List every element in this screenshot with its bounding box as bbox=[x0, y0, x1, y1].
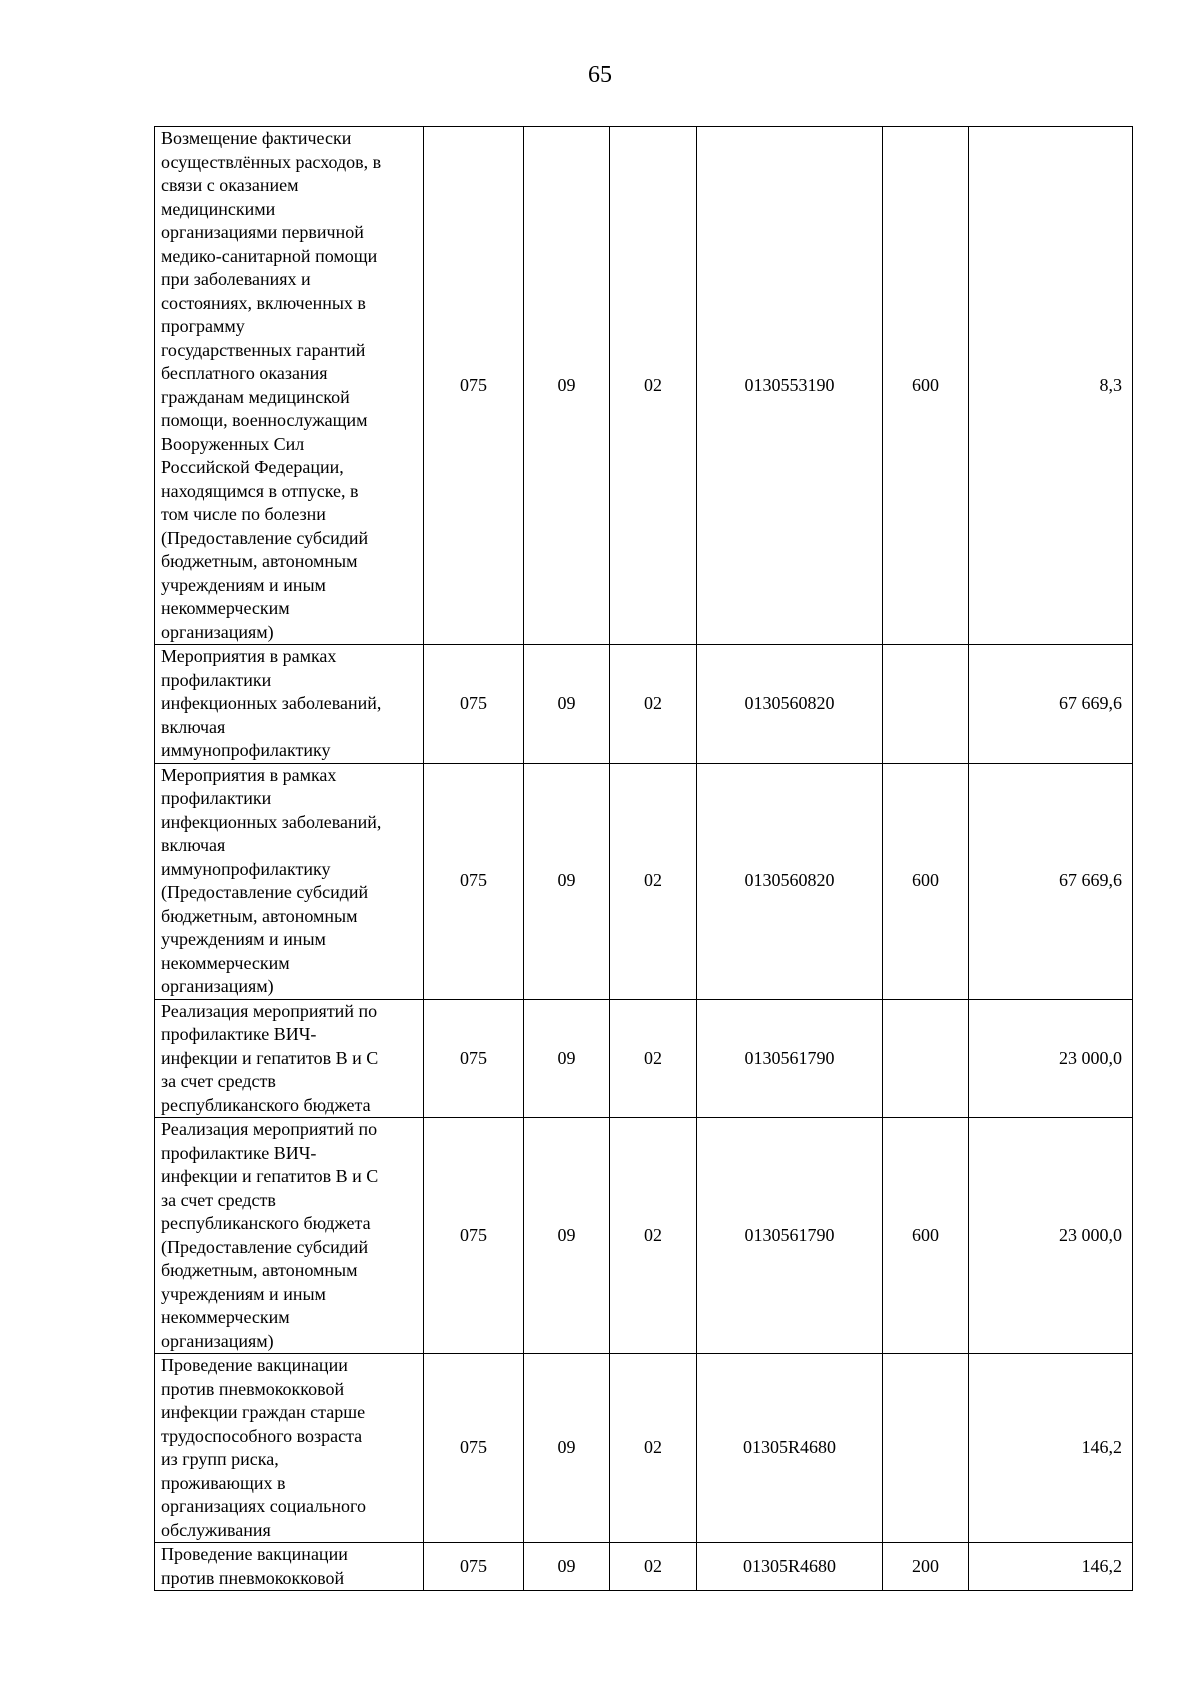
amount: 23 000,0 bbox=[969, 999, 1133, 1118]
table-row bbox=[155, 1543, 1133, 1591]
section-code: 09 bbox=[524, 645, 610, 764]
row-name: Возмещение фактически осуществлённых расходов, в связи с оказанием медицинскими организациями первичной медико-санитарной помощи при заболеваниях и состояниях, включенных в программу государственных гарантий бесплатного оказания гражданам медицинской помощи, военнослужащим Вооруженных Сил Российской Федерации, находящимся в отпуске, в том числе по болезни (Предоставление субсидий бюджетным, автономным учреждениям и иным некоммерческим организациям) bbox=[155, 127, 424, 645]
section-code: 09 bbox=[524, 763, 610, 999]
row-name: Мероприятия в рамках профилактики инфекционных заболеваний, включая иммунопрофилактику (Предоставление субсидий бюджетным, автономным учреждениям и иным некоммерческим организациям) bbox=[155, 763, 424, 999]
expense-type-code bbox=[883, 1354, 969, 1543]
budget-table bbox=[154, 126, 1133, 1591]
subsection-code: 02 bbox=[610, 1543, 697, 1591]
row-name: Реализация мероприятий по профилактике ВИЧ- инфекции и гепатитов В и С за счет средств республиканского бюджета bbox=[155, 999, 424, 1118]
expense-type-code bbox=[883, 645, 969, 764]
expense-type-code: 600 bbox=[883, 127, 969, 645]
page-number: 65 bbox=[588, 62, 612, 88]
ministry-code: 075 bbox=[424, 1354, 524, 1543]
target-article-code: 01305R4680 bbox=[697, 1354, 883, 1543]
target-article-code: 0130561790 bbox=[697, 999, 883, 1118]
expense-type-code: 600 bbox=[883, 763, 969, 999]
amount: 67 669,6 bbox=[969, 763, 1133, 999]
expense-type-code: 600 bbox=[883, 1118, 969, 1354]
row-name: Реализация мероприятий по профилактике ВИЧ- инфекции и гепатитов В и С за счет средств республиканского бюджета (Предоставление субсидий бюджетным, автономным учреждениям и иным некоммерческим организациям) bbox=[155, 1118, 424, 1354]
ministry-code: 075 bbox=[424, 763, 524, 999]
table-row bbox=[155, 1354, 1133, 1543]
ministry-code: 075 bbox=[424, 999, 524, 1118]
section-code: 09 bbox=[524, 999, 610, 1118]
section-code: 09 bbox=[524, 1543, 610, 1591]
expense-type-code: 200 bbox=[883, 1543, 969, 1591]
section-code: 09 bbox=[524, 127, 610, 645]
target-article-code: 0130560820 bbox=[697, 645, 883, 764]
row-name: Проведение вакцинации против пневмококковой инфекции граждан старше трудоспособного возраста из групп риска, проживающих в организациях социального обслуживания bbox=[155, 1354, 424, 1543]
subsection-code: 02 bbox=[610, 127, 697, 645]
row-name: Проведение вакцинации против пневмококковой bbox=[155, 1543, 424, 1591]
target-article-code: 0130560820 bbox=[697, 763, 883, 999]
amount: 8,3 bbox=[969, 127, 1133, 645]
subsection-code: 02 bbox=[610, 1354, 697, 1543]
table-row bbox=[155, 1118, 1133, 1354]
amount: 23 000,0 bbox=[969, 1118, 1133, 1354]
ministry-code: 075 bbox=[424, 645, 524, 764]
section-code: 09 bbox=[524, 1354, 610, 1543]
subsection-code: 02 bbox=[610, 1118, 697, 1354]
table-row bbox=[155, 645, 1133, 764]
amount: 146,2 bbox=[969, 1543, 1133, 1591]
target-article-code: 01305R4680 bbox=[697, 1543, 883, 1591]
table-row bbox=[155, 127, 1133, 645]
target-article-code: 0130561790 bbox=[697, 1118, 883, 1354]
row-name: Мероприятия в рамках профилактики инфекционных заболеваний, включая иммунопрофилактику bbox=[155, 645, 424, 764]
ministry-code: 075 bbox=[424, 1543, 524, 1591]
table-row bbox=[155, 999, 1133, 1118]
section-code: 09 bbox=[524, 1118, 610, 1354]
ministry-code: 075 bbox=[424, 127, 524, 645]
target-article-code: 0130553190 bbox=[697, 127, 883, 645]
amount: 146,2 bbox=[969, 1354, 1133, 1543]
amount: 67 669,6 bbox=[969, 645, 1133, 764]
expense-type-code bbox=[883, 999, 969, 1118]
table-row bbox=[155, 763, 1133, 999]
subsection-code: 02 bbox=[610, 763, 697, 999]
subsection-code: 02 bbox=[610, 999, 697, 1118]
subsection-code: 02 bbox=[610, 645, 697, 764]
ministry-code: 075 bbox=[424, 1118, 524, 1354]
